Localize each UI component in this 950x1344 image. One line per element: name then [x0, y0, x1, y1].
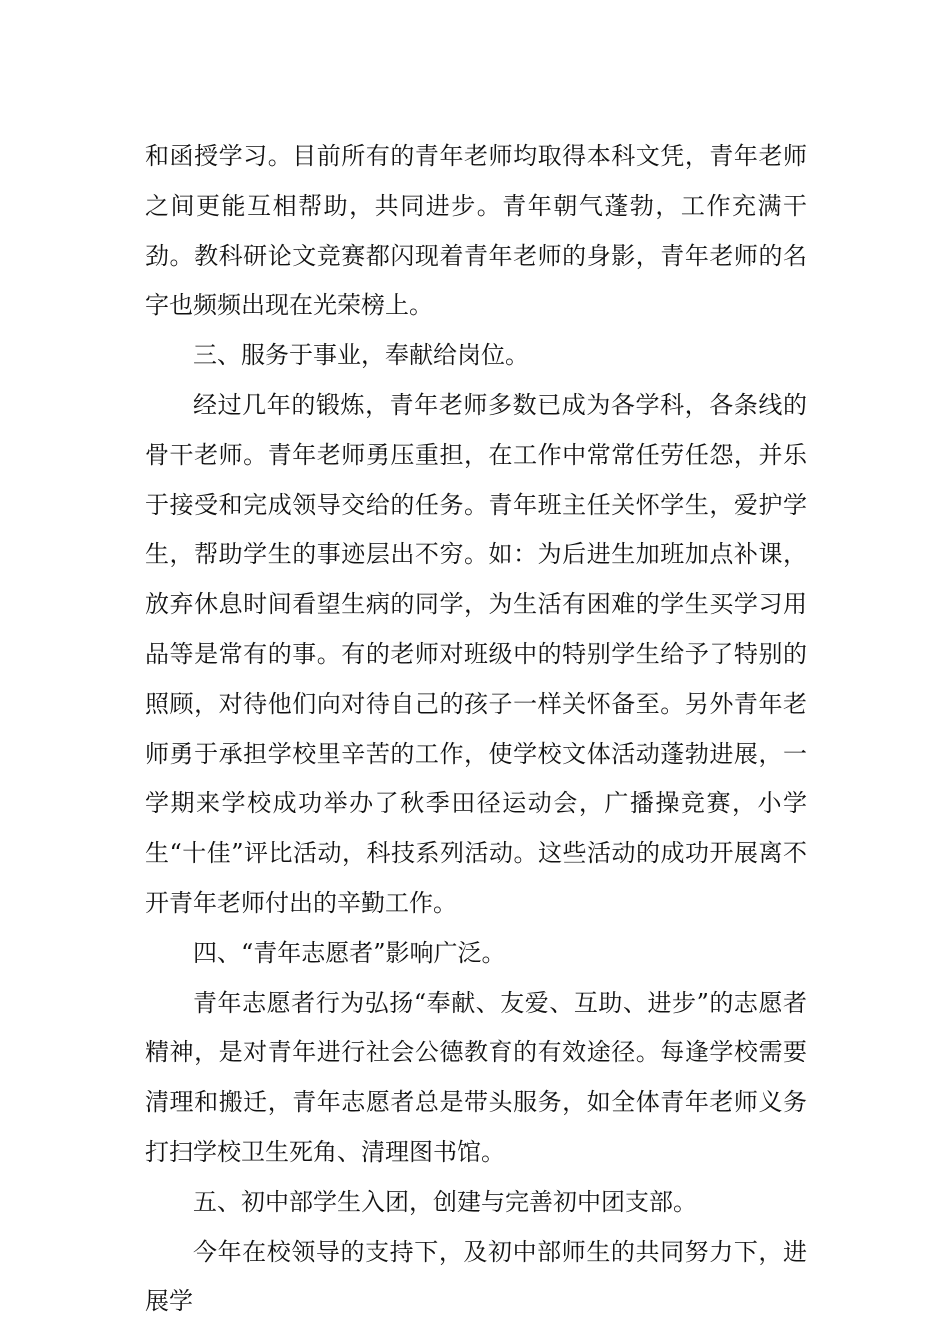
paragraph-2: 经过几年的锻炼，青年老师多数已成为各学科，各条线的骨干老师。青年老师勇压重担，在工作中常常任劳任怨，并乐于接受和完成领导交给的任务。青年班主任关怀学生，爱护学生，帮助学生的事迹层出不穷。如：为后进生加班加点补课，放弃休息时间看望生病的同学，为生活有困难的学生买学习用品等是常有的事。有的老师对班级中的特别学生给予了特别的照顾，对待他们向对待自己的孩子一样关怀备至。另外青年老师勇于承担学校里辛苦的工作，使学校文体活动蓬勃进展，一学期来学校成功举办了秋季田径运动会，广播操竞赛，小学生“十佳”评比活动，科技系列活动。这些活动的成功开展离不开青年老师付出的辛勤工作。	[145, 390, 807, 917]
section-heading-5: 五、初中部学生入团，创建与完善初中团支部。	[193, 1187, 697, 1216]
paragraph-3: 青年志愿者行为弘扬“奉献、友爱、互助、进步”的志愿者精神，是对青年进行社会公德教育的有效途径。每逢学校需要清理和搬迁，青年志愿者总是带头服务，如全体青年老师义务打扫学校卫生死角、清理图书馆。	[145, 988, 807, 1166]
section-heading-3: 三、服务于事业，奉献给岗位。	[193, 341, 529, 370]
document-body	[145, 132, 807, 1327]
section-heading-4: 四、“青年志愿者”影响广泛。	[193, 938, 506, 967]
paragraph-1: 和函授学习。目前所有的青年老师均取得本科文凭，青年老师之间更能互相帮助，共同进步。青年朝气蓬勃，工作充满干劲。教科研论文竞赛都闪现着青年老师的身影，青年老师的名字也频频出现在光荣榜上。	[145, 142, 807, 320]
paragraph-4: 今年在校领导的支持下，及初中部师生的共同努力下，进展学	[145, 1237, 807, 1316]
